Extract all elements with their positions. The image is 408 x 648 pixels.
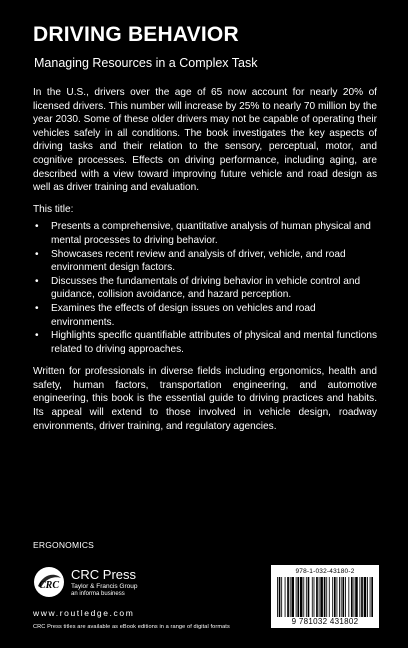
- barcode-bar: [332, 577, 333, 617]
- crc-press-logo: [33, 566, 65, 598]
- this-title-label: This title:: [33, 203, 74, 215]
- barcode-bar: [337, 577, 338, 617]
- barcode: [271, 565, 379, 628]
- feature-item: • Highlights specific quantifiable attributes of physical and mental functions related to driving approaches.: [33, 329, 377, 356]
- barcode-bar: [348, 577, 349, 617]
- feature-list: [33, 220, 377, 356]
- barcode-bar: [297, 577, 299, 617]
- barcode-bar: [306, 577, 307, 617]
- barcode-bar: [342, 577, 344, 617]
- publisher-business: an informa business: [71, 591, 125, 597]
- barcode-bar: [303, 577, 304, 617]
- barcode-bar: [281, 577, 282, 617]
- logo-text: CRC: [38, 580, 60, 591]
- barcode-bar: [329, 577, 330, 617]
- barcode-bar: [291, 577, 294, 617]
- publisher-block: [33, 566, 183, 600]
- barcode-bar: [355, 577, 358, 617]
- barcode-bar: [290, 577, 291, 617]
- barcode-bar: [326, 577, 327, 617]
- barcode-bar: [334, 577, 336, 617]
- feature-item: • Showcases recent review and analysis of driver, vehicle, and road environment design factors.: [33, 248, 377, 275]
- isbn-number: 978-1-032-43180-2: [295, 568, 355, 575]
- barcode-bar: [277, 577, 278, 617]
- barcode-bar: [320, 577, 323, 617]
- barcode-bar: [341, 577, 342, 617]
- barcode-bar: [308, 577, 310, 617]
- publisher-website: www.routledge.com: [33, 608, 135, 618]
- barcode-bar: [359, 577, 360, 617]
- book-subtitle: Managing Resources in a Complex Task: [34, 56, 258, 70]
- barcode-bar: [361, 577, 363, 617]
- barcode-bar: [345, 577, 346, 617]
- feature-item: • Discusses the fundamentals of driving behavior in vehicle control and guidance, collision avoidance, and hazard perception.: [33, 275, 377, 302]
- audience-paragraph: Written for professionals in diverse fields including ergonomics, health and safety, human factors, transportation engineering, and automotive engineering, this book is the essential guide to driving practices and habits. Its appeal will extend to those involved in vehicle design, roadway environments, driver training, and regulatory agencies.: [33, 366, 377, 432]
- feature-item: • Examines the effects of design issues on vehicles and road environments.: [33, 302, 377, 329]
- barcode-bar: [364, 577, 367, 617]
- barcode-bar: [314, 577, 315, 617]
- barcode-bar: [367, 577, 368, 617]
- book-title: DRIVING BEHAVIOR: [33, 23, 239, 46]
- barcode-bar: [285, 577, 286, 617]
- barcode-bar: [287, 577, 289, 617]
- barcode-bar: [324, 577, 326, 617]
- ean-number: 9 781032 431802: [291, 617, 359, 626]
- barcode-bar: [371, 577, 373, 617]
- barcode-bar: [316, 577, 318, 617]
- ebook-note: CRC Press titles are available as eBook editions in a range of digital formats: [33, 624, 230, 630]
- publisher-group: Taylor & Francis Group: [71, 583, 138, 590]
- barcode-bar: [339, 577, 340, 617]
- barcode-bar: [296, 577, 297, 617]
- barcode-bar: [312, 577, 313, 617]
- back-cover-text: [33, 86, 377, 433]
- subject-category: ERGONOMICS: [33, 540, 95, 550]
- barcode-bar: [354, 577, 355, 617]
- feature-item: • Presents a comprehensive, quantitative analysis of human physical and mental processes to driving behavior.: [33, 220, 377, 247]
- barcode-bar: [351, 577, 353, 617]
- barcode-bar: [279, 577, 281, 617]
- description-paragraph: In the U.S., drivers over the age of 65 now account for nearly 20% of licensed drivers. This number will increase by 25% to nearly 70 million by the year 2030. Some of these older drivers may not be capable of operating their vehicles safely in all conditions. The book investigates the key aspects of driving tasks and their relation to the sensory, perceptual, motor, and cognitive processes. Effects on driving performance, including aging, are described with a view toward improving future vehicle and road design as well as driver training and evaluation.: [33, 87, 377, 194]
- barcode-bar: [319, 577, 320, 617]
- publisher-name: CRC Press: [71, 567, 137, 582]
- barcode-bars: [277, 577, 373, 617]
- barcode-bar: [300, 577, 303, 617]
- barcode-bar: [370, 577, 371, 617]
